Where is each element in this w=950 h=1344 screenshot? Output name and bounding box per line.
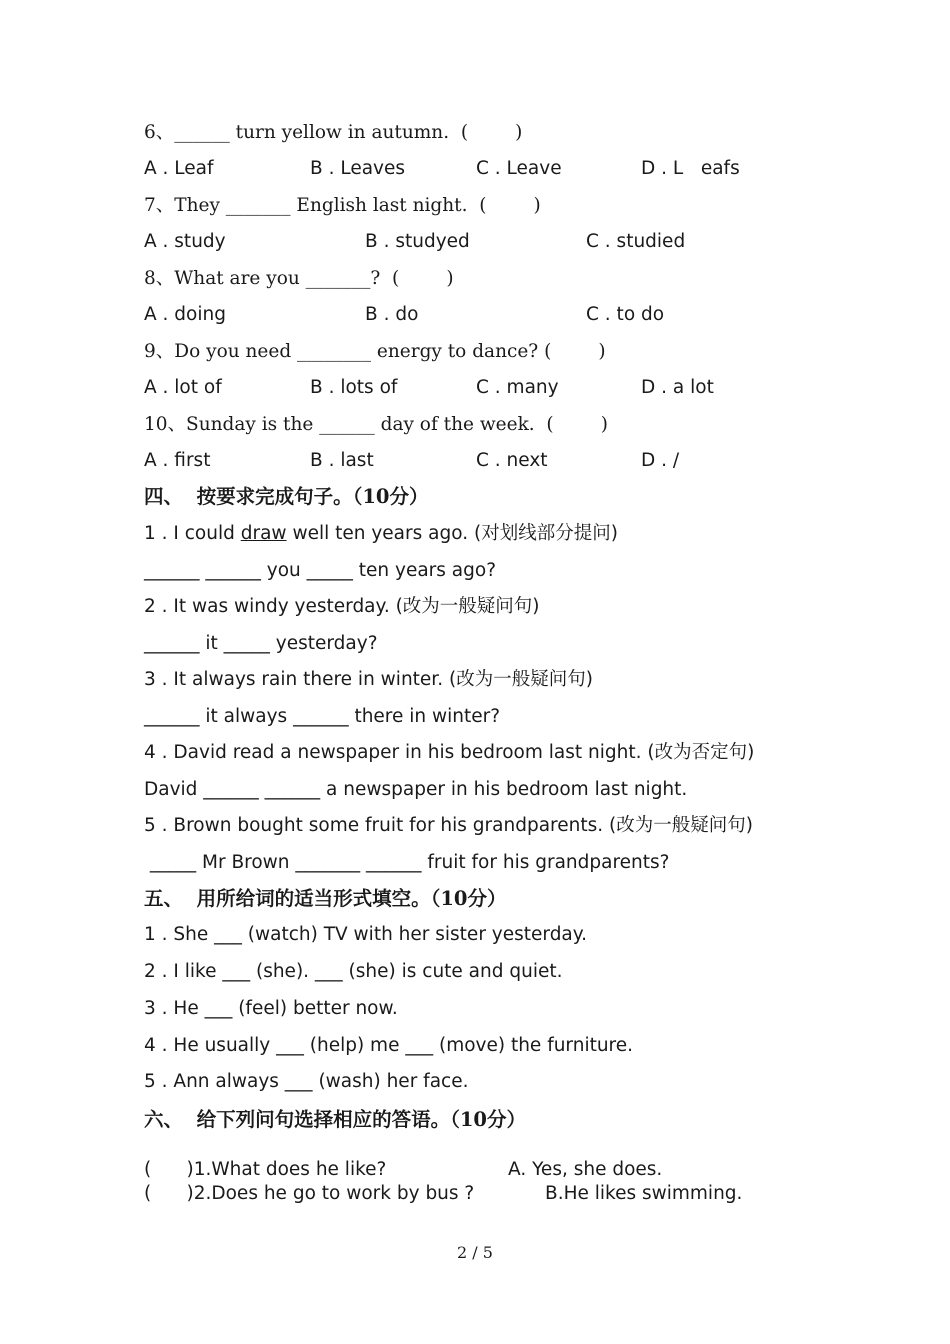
s4-question-1: 1 . I could draw well ten years ago. (对划线部分提问) — [144, 523, 618, 544]
s4-answer-1: ______ ______ you _____ ten years ago? — [144, 560, 497, 581]
s6-question-2: ( )2.Does he go to work by bus ? — [144, 1183, 475, 1204]
s4-answer-3: ______ it always ______ there in winter? — [144, 706, 501, 727]
s5-item-5: 5 . Ann always ___ (wash) her face. — [144, 1071, 469, 1092]
s6-question-1: ( )1.What does he like? — [144, 1159, 387, 1180]
s6-answer-b: B.He likes swimming. — [545, 1183, 743, 1204]
question-6: 6、______ turn yellow in autumn. ( ) — [144, 122, 523, 143]
option-b: B . last — [310, 450, 374, 471]
option-a: A . Leaf — [144, 158, 214, 179]
underlined-word: draw — [240, 523, 287, 544]
question-9: 9、Do you need ________ energy to dance? ( ) — [144, 341, 606, 362]
option-d: D . L eafs — [641, 158, 740, 179]
s6-answer-a: A. Yes, she does. — [508, 1159, 663, 1180]
question-7: 7、They _______ English last night. ( ) — [144, 195, 541, 216]
s4-question-5: 5 . Brown bought some fruit for his grandparents. (改为一般疑问句) — [144, 815, 753, 836]
option-a: A . first — [144, 450, 211, 471]
option-a: A . study — [144, 231, 226, 252]
option-a: A . lot of — [144, 377, 222, 398]
s4-answer-2: ______ it _____ yesterday? — [144, 633, 378, 654]
page-number: 2 / 5 — [457, 1243, 493, 1262]
section-6-heading: 六、 给下列问句选择相应的答语。（10分） — [144, 1108, 526, 1131]
option-b: B . studyed — [365, 231, 470, 252]
s5-item-1: 1 . She ___ (watch) TV with her sister yesterday. — [144, 924, 587, 945]
s4-question-2: 2 . It was windy yesterday. (改为一般疑问句) — [144, 596, 540, 617]
s4-question-4: 4 . David read a newspaper in his bedroom last night. (改为否定句) — [144, 742, 755, 763]
s4-answer-5: _____ Mr Brown _______ ______ fruit for his grandparents? — [144, 852, 670, 873]
s4-answer-4: David ______ ______ a newspaper in his bedroom last night. — [144, 779, 688, 800]
question-10: 10、Sunday is the ______ day of the week. ( ) — [144, 414, 608, 435]
section-5-heading: 五、 用所给词的适当形式填空。（10分） — [144, 887, 507, 910]
option-c: C . to do — [586, 304, 665, 325]
s5-item-3: 3 . He ___ (feel) better now. — [144, 998, 398, 1019]
option-d: D . / — [641, 450, 680, 471]
option-a: A . doing — [144, 304, 226, 325]
s5-item-2: 2 . I like ___ (she). ___ (she) is cute and quiet. — [144, 961, 563, 982]
s4-question-3: 3 . It always rain there in winter. (改为一般疑问句) — [144, 669, 593, 690]
option-b: B . do — [365, 304, 419, 325]
question-8: 8、What are you _______? ( ) — [144, 268, 454, 289]
option-b: B . Leaves — [310, 158, 406, 179]
option-c: C . many — [476, 377, 559, 398]
option-c: C . Leave — [476, 158, 562, 179]
section-4-heading: 四、 按要求完成句子。（10分） — [144, 485, 429, 508]
option-c: C . studied — [586, 231, 686, 252]
s5-item-4: 4 . He usually ___ (help) me ___ (move) the furniture. — [144, 1035, 634, 1056]
option-b: B . lots of — [310, 377, 398, 398]
option-d: D . a lot — [641, 377, 714, 398]
option-c: C . next — [476, 450, 548, 471]
